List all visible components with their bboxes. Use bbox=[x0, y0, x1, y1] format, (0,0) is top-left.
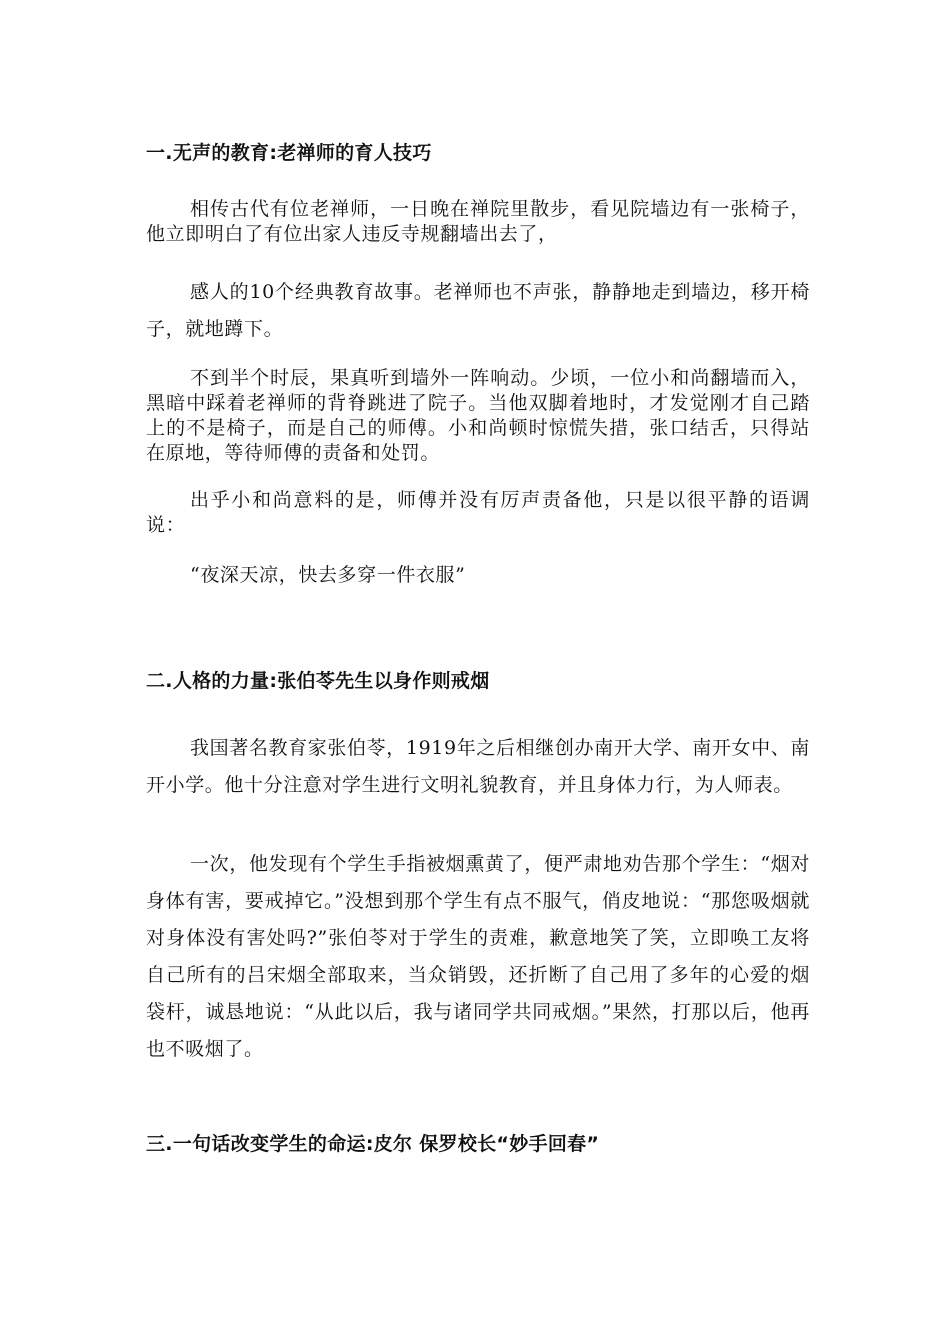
section-1-paragraph-5: “夜深天凉，快去多穿一件衣服” bbox=[190, 564, 466, 586]
section-heading-2: 二.人格的力量:张伯苓先生以身作则戒烟 bbox=[146, 670, 490, 692]
section-1-paragraph-3: 不到半个时辰，果真听到墙外一阵响动。少顷，一位小和尚翻墙而入，黑暗中踩着老禅师的背脊跳进了院子。当他双脚着地时，才发觉刚才自己踏上的不是椅子，而是自己的师傅。小和尚顿时惊慌失措，张口结舌，只得站在原地，等待师傅的责备和处罚。 bbox=[146, 367, 810, 464]
section-2-paragraph-2: 一次，他发现有个学生手指被烟熏黄了，便严肃地劝告那个学生：“烟对身体有害，要戒掉它。”没想到那个学生有点不服气，俏皮地说：“那您吸烟就对身体没有害处吗?”张伯苓对于学生的责难，歉意地笑了笑，立即唤工友将自己所有的吕宋烟全部取来，当众销毁，还折断了自己用了多年的心爱的烟袋杆，诚恳地说：“从此以后，我与诸同学共同戒烟。”果然，打那以后，他再也不吸烟了。 bbox=[146, 853, 810, 1060]
section-2-paragraph-1: 我国著名教育家张伯苓，1919年之后相继创办南开大学、南开女中、南开小学。他十分注意对学生进行文明礼貌教育，并且身体力行，为人师表。 bbox=[146, 737, 810, 796]
section-1-paragraph-4: 出乎小和尚意料的是，师傅并没有厉声责备他，只是以很平静的语调说： bbox=[146, 489, 810, 536]
section-1-paragraph-1: 相传古代有位老禅师，一日晚在禅院里散步，看见院墙边有一张椅子，他立即明白了有位出家人违反寺规翻墙出去了， bbox=[146, 198, 810, 245]
section-heading-3: 三.一句话改变学生的命运:皮尔 保罗校长“妙手回春” bbox=[146, 1133, 600, 1155]
section-heading-1: 一.无声的教育:老禅师的育人技巧 bbox=[146, 142, 432, 164]
section-1-paragraph-2: 感人的10个经典教育故事。老禅师也不声张，静静地走到墙边，移开椅子，就地蹲下。 bbox=[146, 281, 810, 340]
